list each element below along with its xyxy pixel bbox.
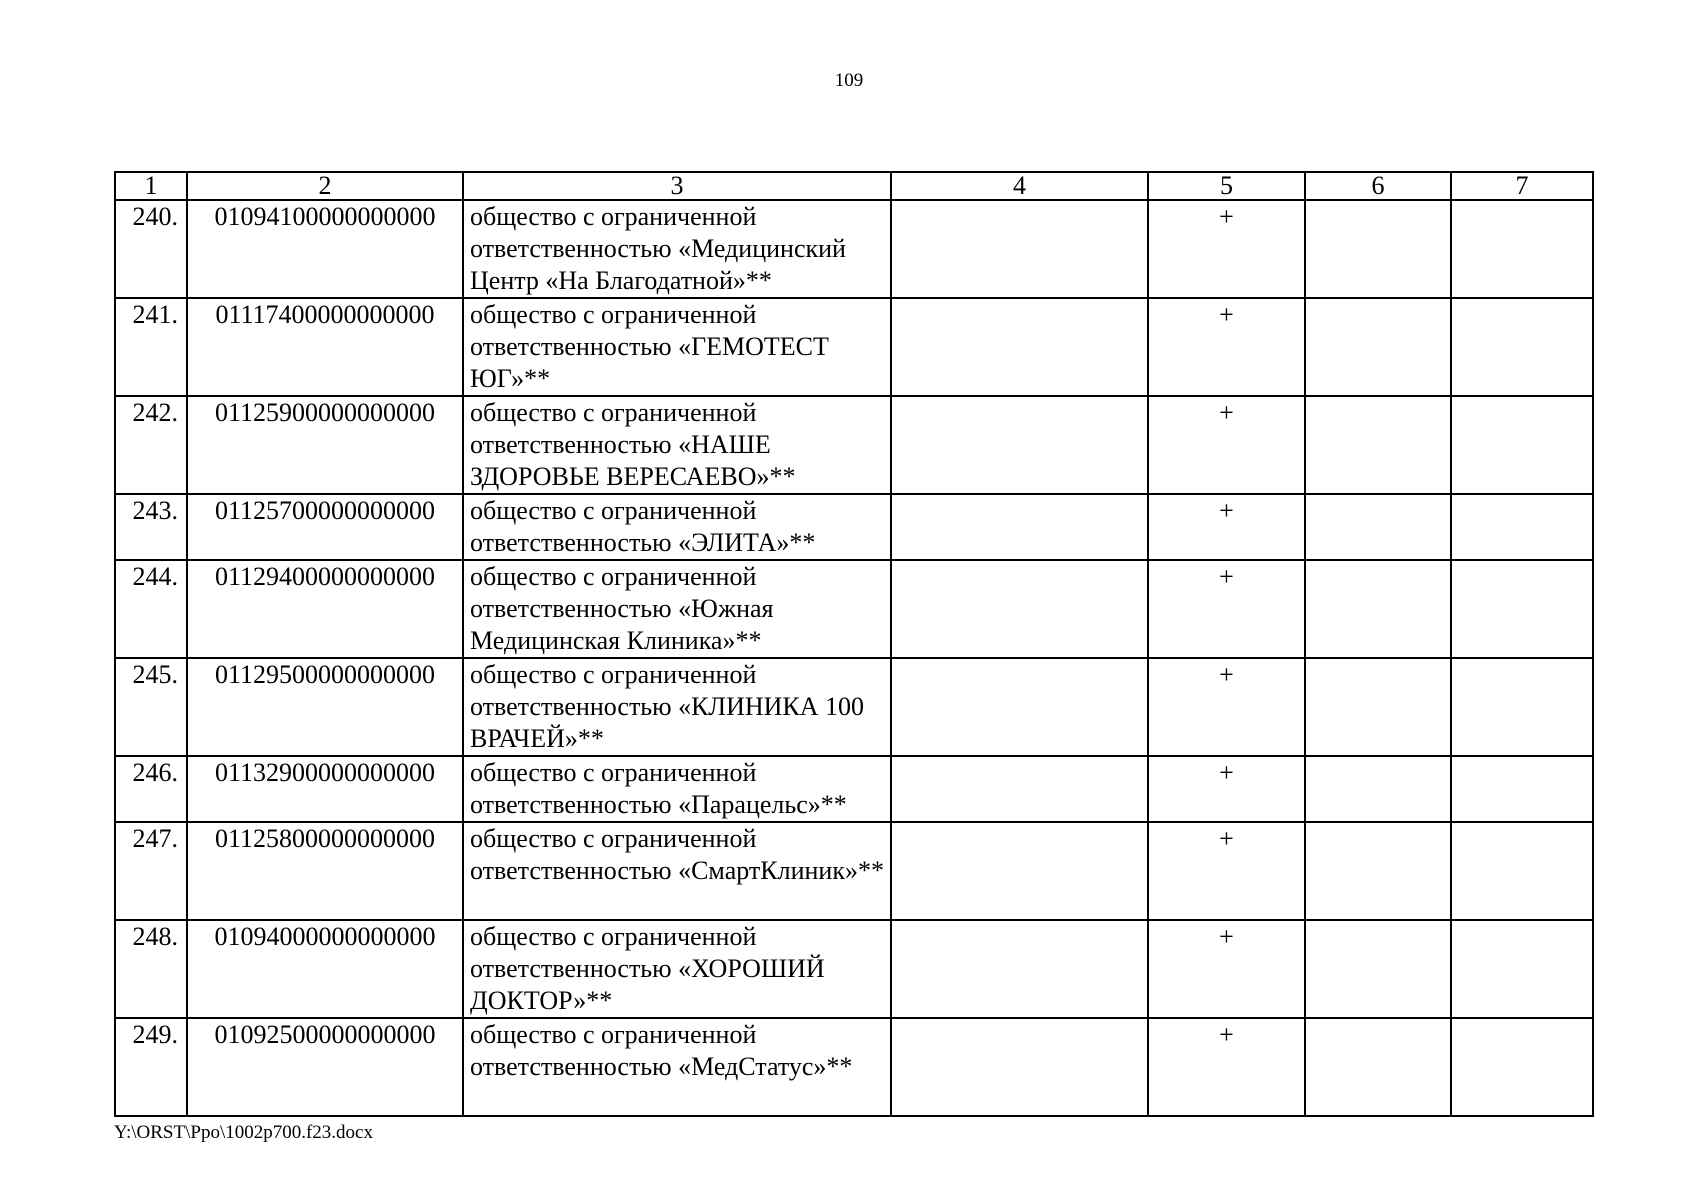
cell-col5-mark: + [1148,822,1305,920]
cell-col7 [1451,658,1593,756]
cell-col7 [1451,200,1593,298]
cell-col4 [891,396,1148,494]
cell-col5-mark: + [1148,1018,1305,1116]
cell-col4 [891,658,1148,756]
cell-col4 [891,560,1148,658]
table-row [115,658,1593,756]
cell-col6 [1305,756,1451,822]
cell-col7 [1451,396,1593,494]
cell-col7 [1451,756,1593,822]
org-name: общество с ограниченной ответственностью «Парацельс»** [463,756,891,822]
cell-col5-mark: + [1148,920,1305,1018]
cell-col6 [1305,200,1451,298]
row-number: 245. [115,658,187,756]
org-code: 01092500000000000 [187,1018,463,1116]
org-code: 01094100000000000 [187,200,463,298]
row-number: 248. [115,920,187,1018]
org-code: 01125900000000000 [187,396,463,494]
column-header-7: 7 [1451,172,1593,200]
registry-table [114,171,1594,1117]
org-code: 01129400000000000 [187,560,463,658]
cell-col4 [891,920,1148,1018]
row-number: 247. [115,822,187,920]
row-number: 241. [115,298,187,396]
cell-col4 [891,1018,1148,1116]
cell-col7 [1451,494,1593,560]
cell-col5-mark: + [1148,756,1305,822]
row-number: 243. [115,494,187,560]
cell-col5-mark: + [1148,298,1305,396]
org-code: 01129500000000000 [187,658,463,756]
org-code: 01125700000000000 [187,494,463,560]
table-row [115,200,1593,298]
column-header-1: 1 [115,172,187,200]
cell-col5-mark: + [1148,560,1305,658]
table-row [115,298,1593,396]
table-row [115,396,1593,494]
row-number: 242. [115,396,187,494]
org-name: общество с ограниченной ответственностью «ГЕМОТЕСТ ЮГ»** [463,298,891,396]
row-number: 246. [115,756,187,822]
cell-col4 [891,756,1148,822]
cell-col6 [1305,822,1451,920]
table-row [115,494,1593,560]
cell-col5-mark: + [1148,658,1305,756]
org-name: общество с ограниченной ответственностью «Южная Медицинская Клиника»** [463,560,891,658]
row-number: 244. [115,560,187,658]
cell-col7 [1451,560,1593,658]
cell-col6 [1305,494,1451,560]
table-row [115,756,1593,822]
table-row [115,822,1593,920]
column-header-5: 5 [1148,172,1305,200]
cell-col7 [1451,822,1593,920]
table-row [115,560,1593,658]
cell-col7 [1451,1018,1593,1116]
cell-col6 [1305,560,1451,658]
org-name: общество с ограниченной ответственностью «СмартКлиник»** [463,822,891,920]
cell-col6 [1305,298,1451,396]
row-number: 249. [115,1018,187,1116]
footer-file-path: Y:\ORST\Ppo\1002p700.f23.docx [114,1122,373,1143]
org-name: общество с ограниченной ответственностью «ХОРОШИЙ ДОКТОР»** [463,920,891,1018]
column-header-6: 6 [1305,172,1451,200]
cell-col4 [891,298,1148,396]
row-number: 240. [115,200,187,298]
column-header-4: 4 [891,172,1148,200]
page-number: 109 [834,70,864,91]
org-code: 01094000000000000 [187,920,463,1018]
cell-col7 [1451,920,1593,1018]
cell-col6 [1305,396,1451,494]
table-row [115,1018,1593,1116]
cell-col7 [1451,298,1593,396]
table-header-row [115,172,1593,200]
cell-col5-mark: + [1148,494,1305,560]
org-name: общество с ограниченной ответственностью «КЛИНИКА 100 ВРАЧЕЙ»** [463,658,891,756]
org-code: 01125800000000000 [187,822,463,920]
cell-col4 [891,200,1148,298]
cell-col5-mark: + [1148,396,1305,494]
org-code: 01132900000000000 [187,756,463,822]
org-name: общество с ограниченной ответственностью «Медицинский Центр «На Благодатной»** [463,200,891,298]
org-name: общество с ограниченной ответственностью «МедСтатус»** [463,1018,891,1116]
table-row [115,920,1593,1018]
org-name: общество с ограниченной ответственностью «ЭЛИТА»** [463,494,891,560]
cell-col5-mark: + [1148,200,1305,298]
cell-col6 [1305,658,1451,756]
org-code: 01117400000000000 [187,298,463,396]
cell-col4 [891,494,1148,560]
cell-col4 [891,822,1148,920]
column-header-2: 2 [187,172,463,200]
cell-col6 [1305,920,1451,1018]
column-header-3: 3 [463,172,891,200]
cell-col6 [1305,1018,1451,1116]
org-name: общество с ограниченной ответственностью «НАШЕ ЗДОРОВЬЕ ВЕРЕСАЕВО»** [463,396,891,494]
